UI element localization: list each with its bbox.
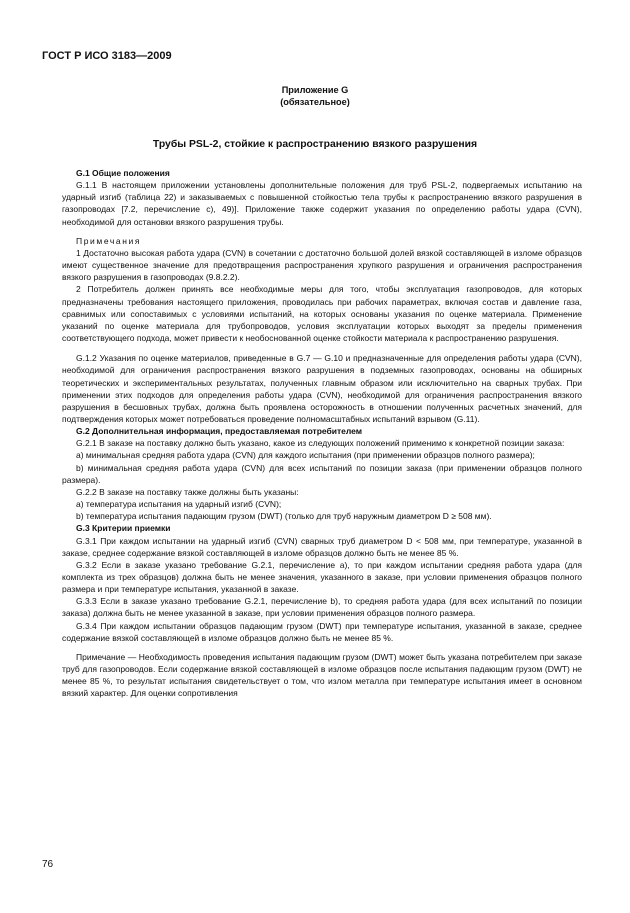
annex-status: (обязательное)	[280, 97, 350, 107]
list-item: b) температура испытания падающим грузом (DWT) (только для труб наружным диаметром D ≥ 508 мм).	[76, 511, 492, 522]
note-paragraph: 2 Потребитель должен принять все необходимые меры для того, чтобы эксплуатация газопроводов, для которых предназначены требования настоящего приложения, проводилась при рабочих параметрах, включая состав и давление газа, сравнимых или сопоставимых с условиями испытаний, на которых основаны указания по оценке материала. Применение указаний по оценке материала для трубопроводов, условия эксплуатации которых выходят за пределы применения соответствующего подхода, может привести к необоснованной оценке стойкости материала к распространению разрушения.	[62, 284, 582, 344]
annex-heading	[0, 84, 630, 108]
page-number: 76	[42, 859, 54, 870]
paragraph: G.3.3 Если в заказе указано требование G.2.1, перечисление b), то средняя работа удара (для всех испытаний по позиции заказа) должна быть не менее указанной в заказе, при условии применения образцов полного размера.	[62, 596, 582, 619]
section-heading: G.3 Критерии приемки	[76, 523, 171, 534]
paragraph: G.1.1 В настоящем приложении установлены дополнительные положения для труб PSL-2, подвергаемых испытанию на ударный изгиб (таблица 22) и заказываемых с повышенной стойкостью тела трубы к распространению вязкого разрушения в газопроводах [7.2, перечисление с), 49)]. Приложение также содержит указания по определению работы удара (CVN), необходимой для остановки вязкого разрушения трубы.	[62, 180, 582, 227]
annex-title: Приложение G	[281, 85, 349, 95]
paragraph: G.3.4 При каждом испытании образцов падающим грузом (DWT) при температуре испытания, указанной в заказе, среднее содержание вязкой составляющей в изломе образцов должно быть не менее 85 %.	[62, 620, 582, 643]
paragraph: G.3.1 При каждом испытании на ударный изгиб (CVN) сварных труб диаметром D < 508 мм, при температуре, указанной в заказе, среднее содержание вязкой составляющей в изломе образцов должно быть не менее 85 %.	[62, 535, 582, 558]
list-item: а) температура испытания на ударный изгиб (CVN);	[76, 499, 282, 510]
note-paragraph: Примечание — Необходимость проведения испытания падающим грузом (DWT) может быть указана потребителем при заказе труб для газопроводов. Если содержание вязкой составляющей в изломе образцов после испытания падающим грузом (DWT) не менее 85 %, то результат испытания свидетельствует о том, что излом металла при температуре испытания имеет в основном вязкий характер. Для оценки сопротивления	[62, 651, 582, 699]
note-paragraph: 1 Достаточно высокая работа удара (CVN) в сочетании с достаточно большой долей вязкой составляющей в изломе образцов имеют существенное значение для предотвращения распространения хрупкого разрушения и ограничения распространения вязкого разрушения в газопроводах (9.8.2.2).	[62, 247, 582, 283]
paragraph: G.2.2 В заказе на поставку также должны быть указаны:	[76, 486, 299, 497]
paragraph: G.2.1 В заказе на поставку должно быть указано, какое из следующих положений применимо к конкретной позиции заказа:	[76, 438, 565, 449]
section-heading: G.2 Дополнительная информация, предоставляемая потребителем	[76, 426, 363, 437]
standard-header: ГОСТ Р ИСО 3183—2009	[42, 50, 172, 62]
list-item: а) минимальная средняя работа удара (CVN) для каждого испытания (при применении образцов полного размера);	[76, 450, 535, 461]
document-body	[62, 167, 582, 700]
list-item: b) минимальная средняя работа удара (CVN) для всех испытаний по позиции заказа (при применении образцов полного размера).	[62, 462, 582, 485]
page-title: Трубы PSL-2, стойкие к распространению вязкого разрушения	[152, 139, 478, 150]
section-heading: G.1 Общие положения	[76, 168, 170, 178]
paragraph: G.1.2 Указания по оценке материалов, приведенные в G.7 — G.10 и предназначенные для определения работы удара (CVN), необходимой для ограничения распространения вязкого разрушения в подземных газопроводах, основаны на обширных теоретических и экспериментальных результатах, полученных главным образом или исключительно на сварных трубах. При применении этих подходов для определения работы удара (CVN), необходимой для ограничения распространения вязкого разрушения в бесшовных трубах, должна быть проявлена осторожность в отношении полученных расчетных значений, для подтверждения которых может потребоваться проведение полномасштабных испытаний взрывом (G.11).	[62, 353, 582, 424]
paragraph: G.3.2 Если в заказе указано требование G.2.1, перечисление а), то при каждом испытании средняя работа удара (для комплекта из трех образцов) должна быть не менее значения, указанного в заказе, при условии применения образцов полного размера и при температуре испытания, указанной в заказе.	[62, 559, 582, 595]
notes-heading: Примечания	[76, 235, 142, 246]
